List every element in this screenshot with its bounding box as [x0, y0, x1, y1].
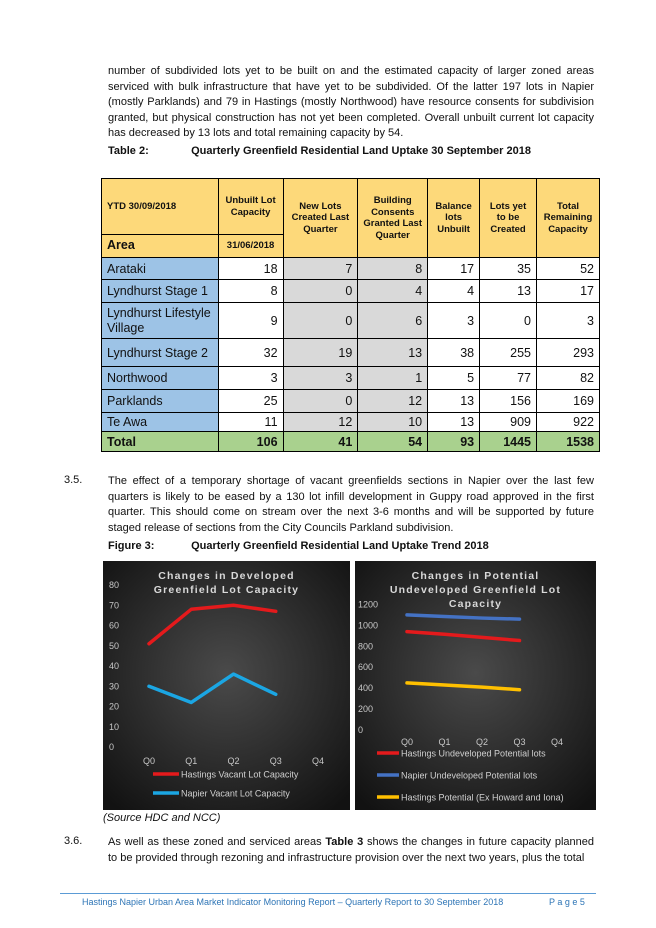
row-balance: 5 [428, 367, 480, 390]
section-3-5-text: The effect of a temporary shortage of vacant greenfields sections in Napier over the last few quarters is likely to be eased by a 130 lot infill development in Guppy road approved in the first quarter. This should come on stream over the next 3-6 months and will be supported by future staged release of sections from the City Councils Parkland subdivision. [108, 475, 594, 534]
row-unbuilt: 11 [218, 413, 283, 432]
legend-label: Hastings Vacant Lot Capacity [181, 769, 299, 780]
row-new-lots: 7 [283, 258, 358, 280]
chart-potential-svg [355, 561, 596, 810]
table-row [102, 339, 600, 367]
row-lots-yet: 255 [480, 339, 537, 367]
header-ytd: YTD 30/09/2018 [102, 179, 219, 235]
legend-label: Napier Undeveloped Potential lots [401, 770, 538, 781]
y-tick-label: 800 [358, 641, 374, 652]
intro-paragraph [108, 64, 594, 142]
row-consents: 8 [358, 258, 428, 280]
page-number: P a g e 5 [549, 897, 585, 907]
legend-label: Napier Vacant Lot Capacity [181, 788, 290, 799]
row-unbuilt: 3 [218, 367, 283, 390]
row-new-lots: 0 [283, 303, 358, 339]
figure-caption [108, 540, 489, 552]
y-tick-label: 1000 [358, 620, 379, 631]
row-total: 293 [537, 339, 600, 367]
y-tick-label: 600 [358, 662, 374, 673]
chart-developed-svg [103, 561, 350, 810]
row-total: 52 [537, 258, 600, 280]
row-consents: 12 [358, 390, 428, 413]
figure-label: Figure 3: [108, 540, 155, 552]
table-row [102, 367, 600, 390]
row-area: Lyndhurst Stage 2 [102, 339, 219, 367]
y-tick-label: 400 [358, 683, 374, 694]
table-row [102, 280, 600, 303]
table-caption [108, 145, 531, 157]
row-area: Northwood [102, 367, 219, 390]
row-area: Lyndhurst Lifestyle Village [102, 303, 219, 339]
table-title: Quarterly Greenfield Residential Land Uptake 30 September 2018 [191, 145, 531, 157]
y-tick-label: 40 [109, 661, 120, 671]
table-row [102, 258, 600, 280]
y-tick-label: 20 [109, 701, 120, 712]
y-tick-label: 0 [109, 742, 115, 752]
row-consents: 4 [358, 280, 428, 303]
x-tick-label: Q0 [142, 756, 156, 766]
x-tick-label: Q2 [227, 756, 240, 766]
table-row [102, 303, 600, 339]
row-lots-yet: 909 [480, 413, 537, 432]
row-area: Arataki [102, 258, 219, 280]
table-row [102, 390, 600, 413]
row-lots-yet: 156 [480, 390, 537, 413]
row-total: 922 [537, 413, 600, 432]
header-consents: Building Consents Granted Last Quarter [358, 179, 428, 258]
x-tick-label: Q1 [438, 737, 451, 747]
row-new-lots: 0 [283, 390, 358, 413]
x-tick-label: Q0 [400, 737, 414, 747]
row-unbuilt: 9 [218, 303, 283, 339]
row-total: 169 [537, 390, 600, 413]
section-number: 3.5. [64, 474, 83, 486]
row-total: 3 [537, 303, 600, 339]
row-consents: 10 [358, 413, 428, 432]
total-area: Total [102, 432, 219, 452]
legend-label: Hastings Undeveloped Potential lots [401, 748, 546, 759]
chart-potential-capacity [355, 561, 596, 810]
x-tick-label: Q1 [185, 756, 198, 766]
chart-developed-capacity [103, 561, 350, 810]
y-tick-label: 80 [109, 580, 120, 590]
section-3-5-paragraph [108, 474, 594, 536]
y-tick-label: 10 [109, 721, 120, 732]
y-tick-label: 30 [109, 681, 120, 692]
x-tick-label: Q4 [311, 756, 325, 766]
header-lots-yet: Lots yet to be Created [480, 179, 537, 258]
row-total: 82 [537, 367, 600, 390]
row-balance: 13 [428, 390, 480, 413]
y-tick-label: 1200 [358, 599, 379, 610]
table-total-row [102, 432, 600, 452]
footer-title: Hastings Napier Urban Area Market Indicator Monitoring Report – Quarterly Report to 30 September 2018 [82, 897, 504, 907]
chart-title-line: Changes in Potential [411, 570, 540, 582]
footer-divider [60, 893, 596, 894]
row-area: Lyndhurst Stage 1 [102, 280, 219, 303]
header-new-lots: New Lots Created Last Quarter [283, 179, 358, 258]
greenfield-uptake-table [101, 178, 600, 452]
row-new-lots: 12 [283, 413, 358, 432]
table-row [102, 413, 600, 432]
header-unbuilt: Unbuilt Lot Capacity [218, 179, 283, 235]
y-tick-label: 70 [109, 600, 120, 611]
row-consents: 13 [358, 339, 428, 367]
row-new-lots: 19 [283, 339, 358, 367]
row-lots-yet: 35 [480, 258, 537, 280]
row-new-lots: 0 [283, 280, 358, 303]
row-area: Te Awa [102, 413, 219, 432]
section-3-6-paragraph [108, 835, 594, 866]
row-unbuilt: 18 [218, 258, 283, 280]
row-balance: 4 [428, 280, 480, 303]
header-unbuilt-date: 31/06/2018 [218, 235, 283, 258]
total-consents: 54 [358, 432, 428, 452]
row-balance: 38 [428, 339, 480, 367]
row-unbuilt: 8 [218, 280, 283, 303]
table-3-reference: Table 3 [325, 836, 364, 848]
row-balance: 13 [428, 413, 480, 432]
total-balance: 93 [428, 432, 480, 452]
row-balance: 3 [428, 303, 480, 339]
section-3-6-text-start: As well as these zoned and serviced areas [108, 836, 326, 848]
section-3-6-text-end: shows the changes in future capacity planned to be provided through rezoning and infrastructure provision over the next two years, plus the total [108, 836, 594, 864]
row-unbuilt: 32 [218, 339, 283, 367]
x-tick-label: Q2 [475, 737, 489, 747]
total-lots-yet: 1445 [480, 432, 537, 452]
intro-text: number of subdivided lots yet to be built on and the estimated capacity of larger zoned areas serviced with bulk infrastructure that have yet to be subdivided. Of the latter 197 lots in Napier (mostly Parklands) and 79 in Hastings (mostly Northwood) have resource consents for subdivision granted, but physical construction has not yet been completed. Overall unbuilt current lot capacity has decreased by 13 lots and total remaining capacity by 54. [108, 65, 594, 140]
row-lots-yet: 77 [480, 367, 537, 390]
chart-title-line: Greenfield Lot Capacity [153, 584, 300, 596]
total-new-lots: 41 [283, 432, 358, 452]
chart-title-line: Changes in Developed [158, 570, 295, 582]
y-tick-label: 60 [109, 620, 120, 631]
row-balance: 17 [428, 258, 480, 280]
section-number: 3.6. [64, 835, 83, 847]
figure-source: (Source HDC and NCC) [103, 812, 221, 824]
chart-title-line: Undeveloped Greenfield Lot [389, 584, 562, 596]
table-label: Table 2: [108, 145, 149, 157]
y-tick-label: 200 [358, 704, 374, 715]
total-unbuilt: 106 [218, 432, 283, 452]
figure-title: Quarterly Greenfield Residential Land Uptake Trend 2018 [191, 540, 489, 552]
x-tick-label: Q3 [513, 737, 526, 747]
legend-label: Hastings Potential (Ex Howard and Iona) [401, 792, 564, 803]
row-unbuilt: 25 [218, 390, 283, 413]
x-tick-label: Q4 [550, 737, 564, 747]
row-area: Parklands [102, 390, 219, 413]
y-tick-label: 0 [358, 725, 364, 735]
chart-title-line: Capacity [448, 598, 503, 610]
row-consents: 1 [358, 367, 428, 390]
row-total: 17 [537, 280, 600, 303]
y-tick-label: 50 [109, 640, 120, 651]
header-balance: Balance lots Unbuilt [428, 179, 480, 258]
total-total: 1538 [537, 432, 600, 452]
row-lots-yet: 0 [480, 303, 537, 339]
section-3-6-text [108, 835, 594, 866]
row-lots-yet: 13 [480, 280, 537, 303]
header-total: Total Remaining Capacity [537, 179, 600, 258]
row-consents: 6 [358, 303, 428, 339]
header-area: Area [102, 235, 219, 258]
row-new-lots: 3 [283, 367, 358, 390]
x-tick-label: Q3 [269, 756, 282, 766]
